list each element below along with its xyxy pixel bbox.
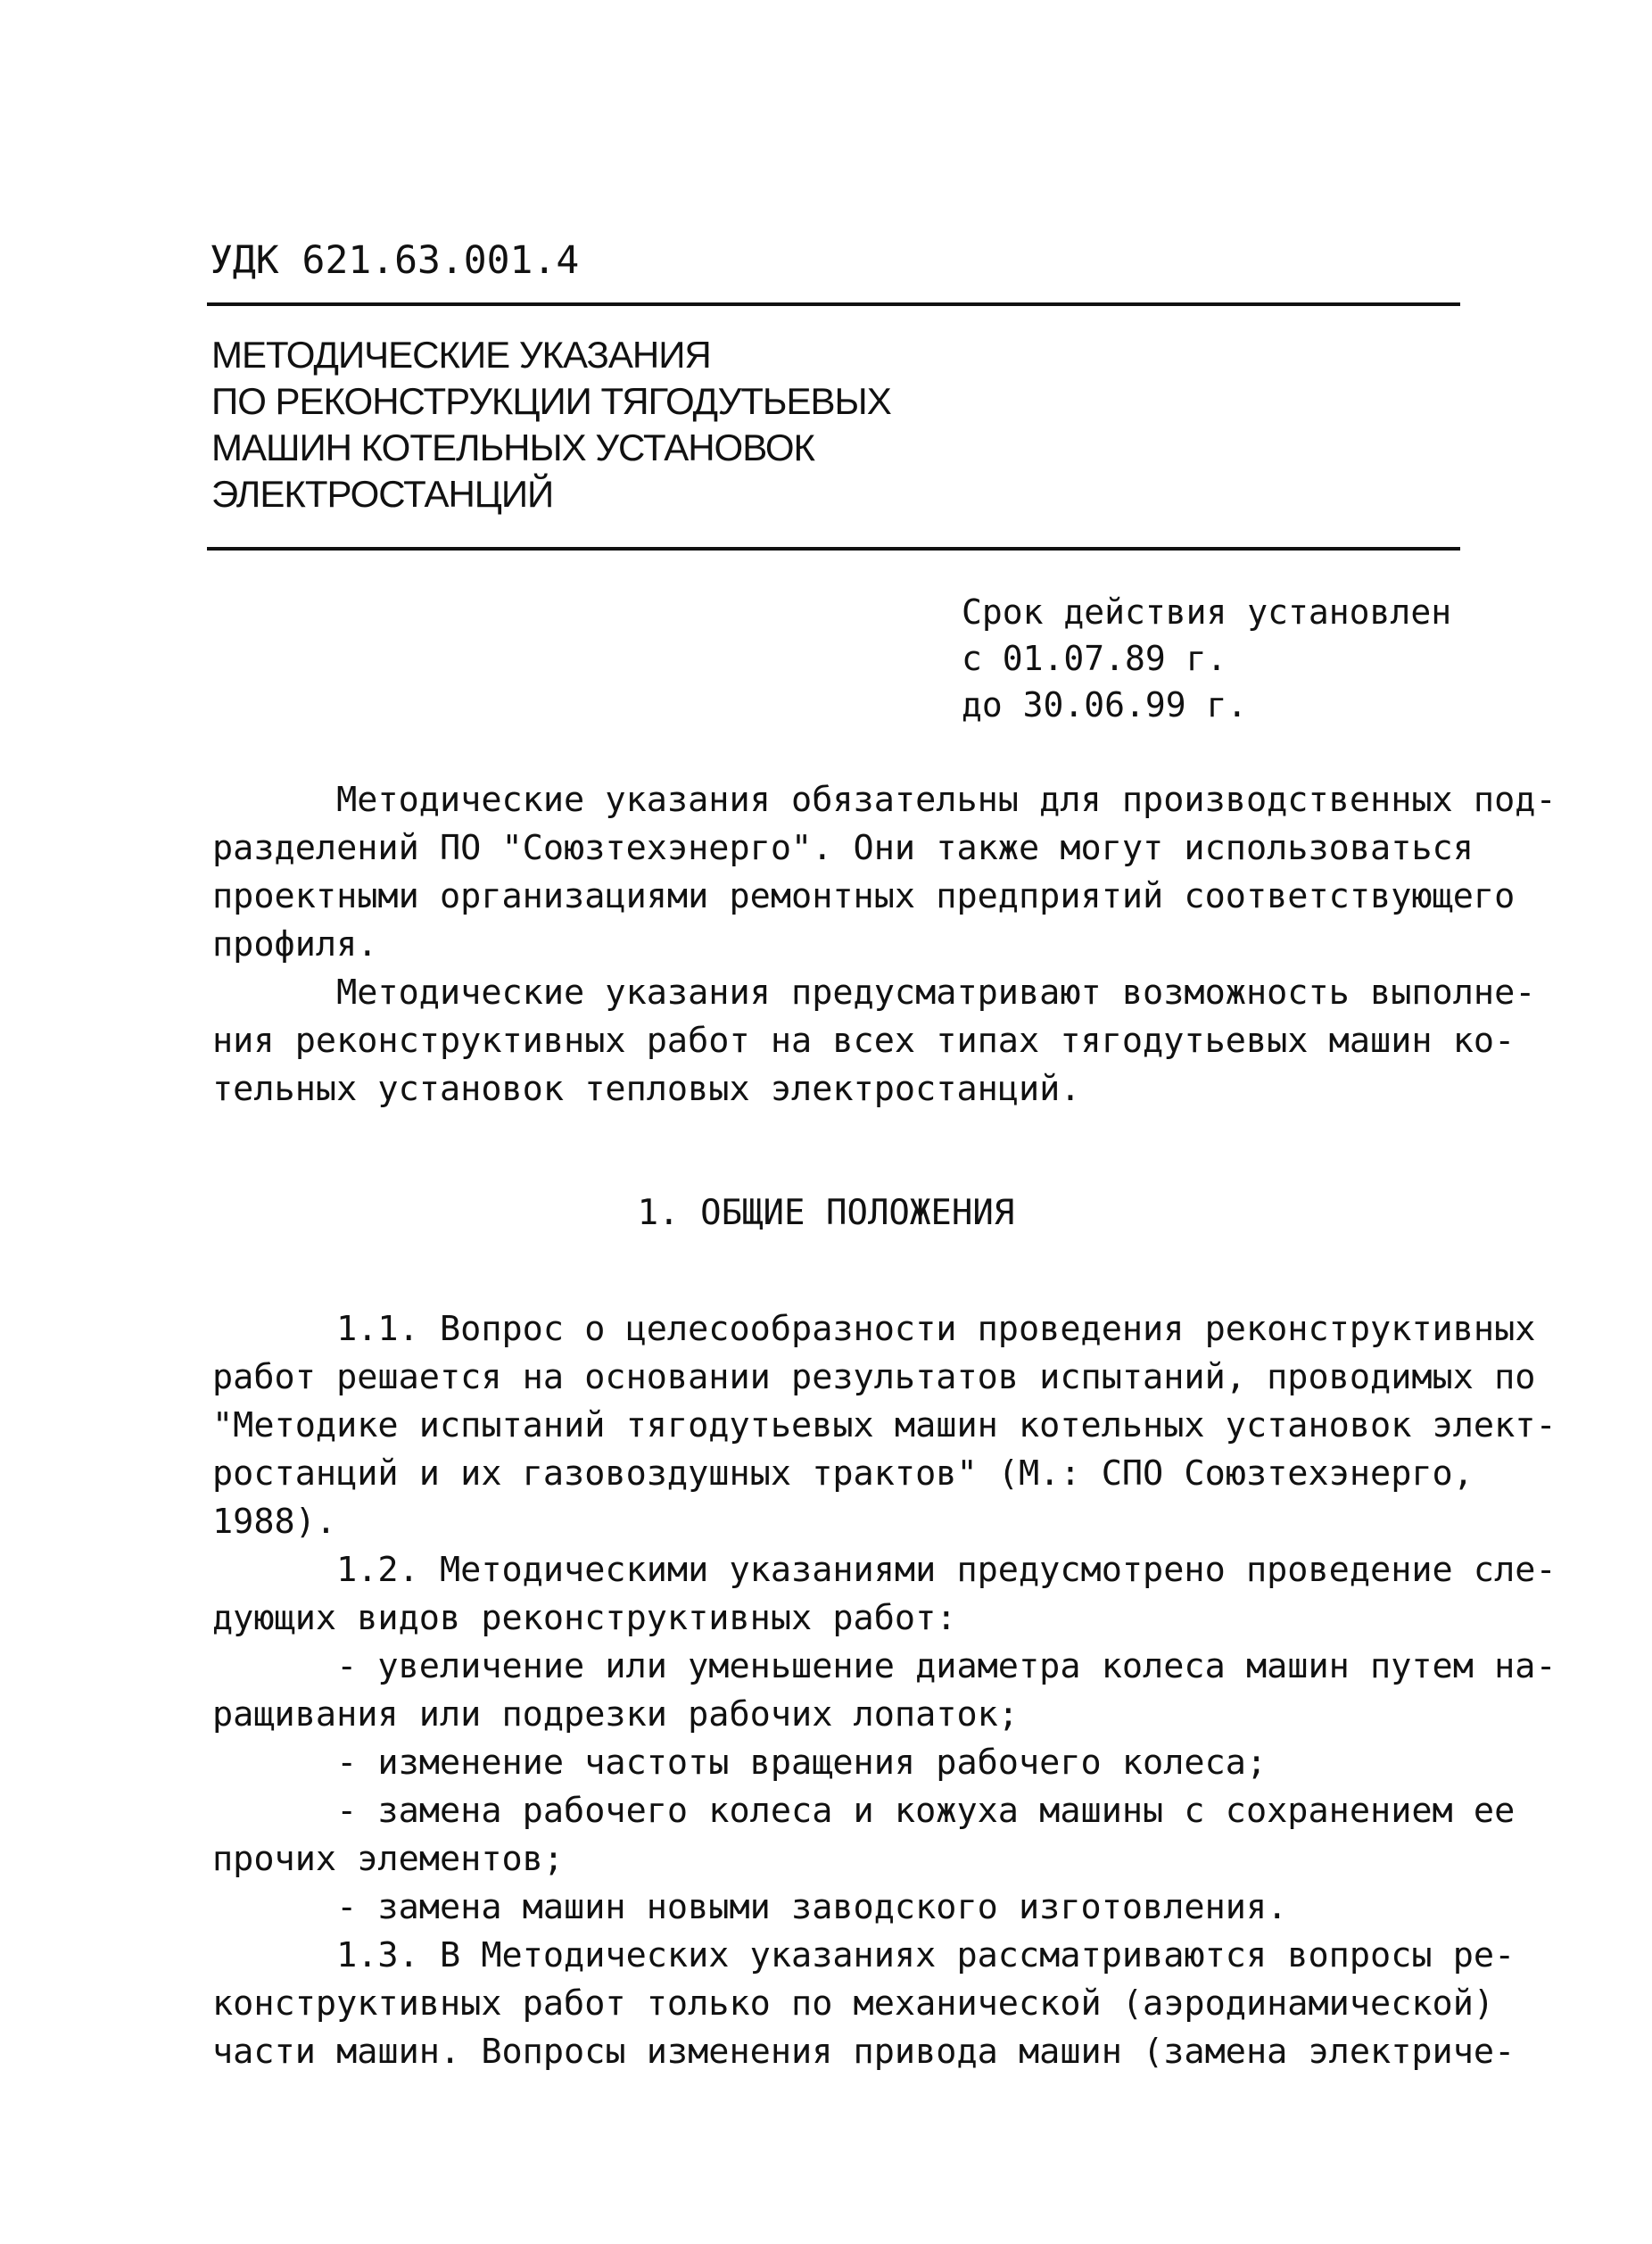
top-divider — [207, 302, 1460, 306]
document-title — [211, 332, 891, 518]
intro-paragraphs — [212, 776, 1557, 1114]
section-line: прочих элементов; — [212, 1839, 565, 1879]
validity-block — [962, 589, 1451, 728]
title-line-4: ЭЛЕКТРОСТАНЦИЙ — [211, 473, 554, 515]
section-line: 1988). — [212, 1502, 337, 1542]
section-line: ращивания или подрезки рабочих лопаток; — [212, 1694, 1019, 1735]
intro-line: тельных установок тепловых электростанций. — [212, 1069, 1081, 1109]
validity-line-3: до 30.06.99 г. — [962, 685, 1248, 725]
section-line: работ решается на основании результатов испытаний, проводимых по — [212, 1357, 1536, 1397]
intro-line: Методические указания обязательны для производственных под- — [212, 780, 1557, 820]
section-heading: 1. ОБЩИЕ ПОЛОЖЕНИЯ — [637, 1193, 1015, 1233]
validity-line-1: Срок действия установлен — [962, 592, 1452, 632]
title-line-3: МАШИН КОТЕЛЬНЫХ УСТАНОВОК — [211, 426, 814, 468]
title-line-1: МЕТОДИЧЕСКИЕ УКАЗАНИЯ — [211, 334, 711, 376]
section-line: - увеличение или уменьшение диаметра колеса машин путем на- — [212, 1646, 1557, 1686]
intro-line: Методические указания предусматривают возможность выполне- — [212, 973, 1536, 1013]
section-line: ростанций и их газовоздушных трактов" (М.: СПО Союзтехэнерго, — [212, 1453, 1474, 1494]
intro-line: разделений ПО "Союзтехэнерго". Они также могут использоваться — [212, 828, 1474, 868]
intro-line: профиля. — [212, 924, 378, 965]
section-line: 1.2. Методическими указаниями предусмотрено проведение сле- — [212, 1550, 1557, 1590]
section-line: дующих видов реконструктивных работ: — [212, 1598, 957, 1638]
section-line: "Методике испытаний тягодутьевых машин котельных установок элект- — [212, 1405, 1557, 1445]
udk-code: УДК 621.63.001.4 — [210, 238, 580, 283]
intro-line: проектными организациями ремонтных предприятий соответствующего — [212, 876, 1516, 916]
section-1-body — [212, 1304, 1557, 2075]
intro-line: ния реконструктивных работ на всех типах тягодутьевых машин ко- — [212, 1021, 1516, 1061]
section-line: 1.3. В Методических указаниях рассматриваются вопросы ре- — [212, 1935, 1516, 1975]
section-line: части машин. Вопросы изменения привода машин (замена электриче- — [212, 2032, 1516, 2072]
section-line: 1.1. Вопрос о целесообразности проведения реконструктивных — [212, 1309, 1536, 1349]
section-line: - замена рабочего колеса и кожуха машины с сохранением ее — [212, 1791, 1516, 1831]
section-line: - изменение частоты вращения рабочего колеса; — [212, 1743, 1268, 1783]
title-line-2: ПО РЕКОНСТРУКЦИИ ТЯГОДУТЬЕВЫХ — [211, 380, 891, 422]
section-line: - замена машин новыми заводского изготовления. — [212, 1887, 1288, 1927]
validity-line-2: с 01.07.89 г. — [962, 639, 1227, 678]
title-divider — [207, 547, 1460, 551]
section-line: конструктивных работ только по механической (аэродинамической) — [212, 1983, 1495, 2024]
